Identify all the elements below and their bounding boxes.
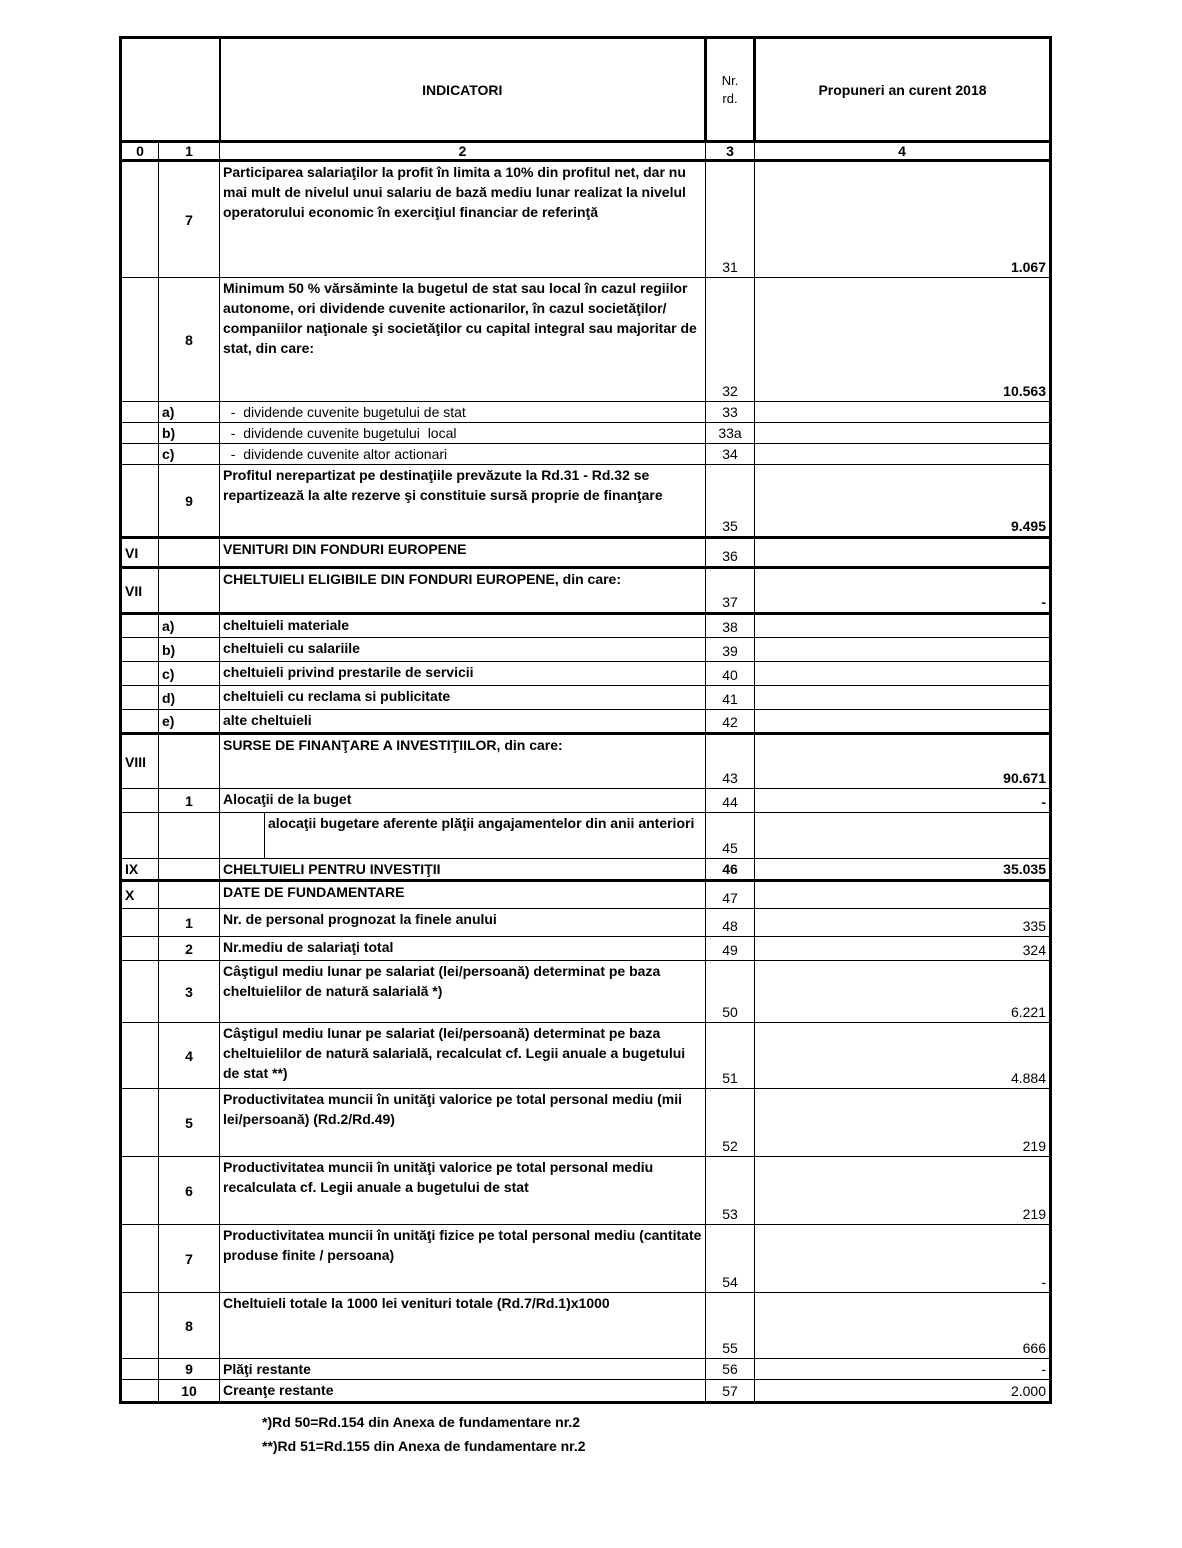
table-row <box>121 161 1051 278</box>
table-row <box>121 813 1051 859</box>
row-value: 9.495 <box>755 465 1051 538</box>
colnum-3: 3 <box>706 142 755 161</box>
row-indicator: Plăţi restante <box>220 1359 706 1380</box>
row-value: 219 <box>755 1157 1051 1225</box>
table-row <box>121 1157 1051 1225</box>
colnum-2: 2 <box>220 142 706 161</box>
table-row <box>121 444 1051 465</box>
row-indicator: cheltuieli materiale <box>220 614 706 638</box>
row-nr-rd: 53 <box>706 1157 755 1225</box>
footnotes <box>262 1410 586 1458</box>
row-chapter <box>121 909 159 937</box>
row-nr-rd: 38 <box>706 614 755 638</box>
row-chapter <box>121 813 159 859</box>
row-indicator: Profitul nerepartizat pe destinaţiile prevăzute la Rd.31 - Rd.32 se repartizează la alte rezerve şi constituie sursă proprie de finanţare <box>220 465 706 538</box>
row-nr-rd: 34 <box>706 444 755 465</box>
row-value: 335 <box>755 909 1051 937</box>
row-nr-rd: 51 <box>706 1023 755 1089</box>
row-indicator: Productivitatea muncii în unităţi fizice pe total personal mediu (cantitate produse finite / persoana) <box>220 1225 706 1293</box>
colnum-4: 4 <box>755 142 1051 161</box>
row-number: 10 <box>159 1380 220 1403</box>
row-number: a) <box>159 402 220 423</box>
row-nr-rd: 50 <box>706 961 755 1023</box>
header-nr: Nr. <box>721 72 739 88</box>
table-row <box>121 734 1051 789</box>
row-number: 3 <box>159 961 220 1023</box>
row-chapter <box>121 961 159 1023</box>
row-nr-rd: 32 <box>706 278 755 402</box>
row-nr-rd: 55 <box>706 1293 755 1359</box>
table-row <box>121 638 1051 662</box>
row-number: b) <box>159 423 220 444</box>
row-number: 7 <box>159 1225 220 1293</box>
row-chapter <box>121 686 159 710</box>
table-row <box>121 423 1051 444</box>
table-row <box>121 881 1051 909</box>
row-chapter <box>121 1023 159 1089</box>
row-nr-rd: 43 <box>706 734 755 789</box>
row-number: 5 <box>159 1089 220 1157</box>
table-row <box>121 614 1051 638</box>
row-number <box>159 568 220 614</box>
row-value <box>755 881 1051 909</box>
row-number: 1 <box>159 789 220 813</box>
row-nr-rd: 31 <box>706 161 755 278</box>
row-value: 90.671 <box>755 734 1051 789</box>
row-value: 666 <box>755 1293 1051 1359</box>
row-indicator: cheltuieli privind prestarile de servicii <box>220 662 706 686</box>
row-indicator: alocaţii bugetare aferente plăţii angajamentelor din anii anteriori <box>268 815 695 831</box>
row-value <box>755 662 1051 686</box>
header-indicatori: INDICATORI <box>220 38 706 142</box>
row-nr-rd: 33 <box>706 402 755 423</box>
row-nr-rd: 40 <box>706 662 755 686</box>
row-value: 35.035 <box>755 859 1051 881</box>
row-number: 8 <box>159 278 220 402</box>
row-number <box>159 734 220 789</box>
row-chapter <box>121 638 159 662</box>
row-indicator: Minimum 50 % vărsăminte la bugetul de stat sau local în cazul regiilor autonome, ori dividende cuvenite actionarilor, în cazul societăţilor/ companiilor naţionale şi societăţilor cu capital integral sau majoritar de stat, din care: <box>220 278 706 402</box>
row-chapter <box>121 1359 159 1380</box>
colnum-0: 0 <box>121 142 159 161</box>
table-row <box>121 961 1051 1023</box>
row-value <box>755 638 1051 662</box>
row-number: 2 <box>159 937 220 961</box>
row-number <box>159 859 220 881</box>
row-nr-rd: 44 <box>706 789 755 813</box>
row-value <box>755 813 1051 859</box>
table-row <box>121 1293 1051 1359</box>
row-value <box>755 402 1051 423</box>
row-nr-rd: 47 <box>706 881 755 909</box>
row-indicator: Nr.mediu de salariaţi total <box>220 937 706 961</box>
row-nr-rd: 35 <box>706 465 755 538</box>
table-row <box>121 937 1051 961</box>
row-nr-rd: 37 <box>706 568 755 614</box>
column-number-row <box>121 142 1051 161</box>
row-nr-rd: 56 <box>706 1359 755 1380</box>
budget-table-sheet <box>119 36 1049 1404</box>
table-row <box>121 1359 1051 1380</box>
row-indicator: - dividende cuvenite bugetului de stat <box>220 402 706 423</box>
table-row <box>121 1380 1051 1403</box>
row-value <box>755 710 1051 734</box>
row-chapter: X <box>121 881 159 909</box>
row-number: e) <box>159 710 220 734</box>
row-indicator: Productivitatea muncii în unităţi valorice pe total personal mediu recalculata cf. Legii anuale a bugetului de stat <box>220 1157 706 1225</box>
row-value: 6.221 <box>755 961 1051 1023</box>
row-chapter <box>121 662 159 686</box>
row-number: c) <box>159 444 220 465</box>
row-chapter: VIII <box>121 734 159 789</box>
row-chapter <box>121 465 159 538</box>
row-chapter <box>121 161 159 278</box>
row-chapter: VI <box>121 538 159 568</box>
row-chapter <box>121 614 159 638</box>
row-indicator: Creanţe restante <box>220 1380 706 1403</box>
row-indicator: Alocaţii de la buget <box>220 789 706 813</box>
row-indicator: CHELTUIELI PENTRU INVESTIŢII <box>220 859 706 881</box>
row-chapter: IX <box>121 859 159 881</box>
row-number <box>159 813 220 859</box>
table-row <box>121 465 1051 538</box>
row-value <box>755 538 1051 568</box>
row-chapter <box>121 789 159 813</box>
row-nr-rd: 57 <box>706 1380 755 1403</box>
colnum-1: 1 <box>159 142 220 161</box>
table-row <box>121 686 1051 710</box>
row-indicator: VENITURI DIN FONDURI EUROPENE <box>220 538 706 568</box>
header-rd: rd. <box>722 90 738 106</box>
row-nr-rd: 54 <box>706 1225 755 1293</box>
row-chapter <box>121 1380 159 1403</box>
row-value <box>755 444 1051 465</box>
row-number: 4 <box>159 1023 220 1089</box>
row-indicator: CHELTUIELI ELIGIBILE DIN FONDURI EUROPENE, din care: <box>220 568 706 614</box>
table-row <box>121 1225 1051 1293</box>
row-indicator: cheltuieli cu salariile <box>220 638 706 662</box>
row-value: - <box>755 789 1051 813</box>
row-value: 1.067 <box>755 161 1051 278</box>
table-row <box>121 662 1051 686</box>
row-indicator: Câştigul mediu lunar pe salariat (lei/persoană) determinat pe baza cheltuielilor de natură salarială, recalculat cf. Legii anuale a bugetului de stat **) <box>220 1023 706 1089</box>
row-value <box>755 686 1051 710</box>
row-value: 10.563 <box>755 278 1051 402</box>
row-number: 7 <box>159 161 220 278</box>
row-value <box>755 423 1051 444</box>
row-chapter <box>121 402 159 423</box>
row-number: 8 <box>159 1293 220 1359</box>
row-number: 9 <box>159 1359 220 1380</box>
header-blank <box>121 38 220 142</box>
row-value: 324 <box>755 937 1051 961</box>
row-value: - <box>755 568 1051 614</box>
row-nr-rd: 48 <box>706 909 755 937</box>
indent-spacer <box>220 813 265 858</box>
table-row <box>121 789 1051 813</box>
header-row <box>121 38 1051 142</box>
header-nr-rd <box>706 38 755 142</box>
table-row <box>121 278 1051 402</box>
row-number <box>159 538 220 568</box>
row-chapter <box>121 1089 159 1157</box>
row-nr-rd: 49 <box>706 937 755 961</box>
row-nr-rd: 45 <box>706 813 755 859</box>
row-chapter <box>121 1225 159 1293</box>
row-indicator: Cheltuieli totale la 1000 lei venituri totale (Rd.7/Rd.1)x1000 <box>220 1293 706 1359</box>
row-nr-rd: 41 <box>706 686 755 710</box>
row-nr-rd: 33a <box>706 423 755 444</box>
row-indicator: DATE DE FUNDAMENTARE <box>220 881 706 909</box>
row-indicator-cell <box>220 813 706 859</box>
row-value: 219 <box>755 1089 1051 1157</box>
row-number: b) <box>159 638 220 662</box>
table-row <box>121 402 1051 423</box>
row-chapter <box>121 1157 159 1225</box>
row-indicator: Productivitatea muncii în unităţi valorice pe total personal mediu (mii lei/persoană) (Rd.2/Rd.49) <box>220 1089 706 1157</box>
row-nr-rd: 46 <box>706 859 755 881</box>
table-row <box>121 1089 1051 1157</box>
row-indicator: SURSE DE FINANŢARE A INVESTIŢIILOR, din care: <box>220 734 706 789</box>
row-chapter <box>121 444 159 465</box>
row-indicator: cheltuieli cu reclama si publicitate <box>220 686 706 710</box>
footnote-1: *)Rd 50=Rd.154 din Anexa de fundamentare nr.2 <box>262 1414 581 1430</box>
header-propuneri: Propuneri an curent 2018 <box>755 38 1051 142</box>
row-nr-rd: 52 <box>706 1089 755 1157</box>
row-nr-rd: 42 <box>706 710 755 734</box>
row-indicator: Nr. de personal prognozat la finele anului <box>220 909 706 937</box>
row-indicator: Câştigul mediu lunar pe salariat (lei/persoană) determinat pe baza cheltuielilor de natură salarială *) <box>220 961 706 1023</box>
table-row <box>121 909 1051 937</box>
row-chapter <box>121 1293 159 1359</box>
row-indicator: - dividende cuvenite altor actionari <box>220 444 706 465</box>
table-row <box>121 1023 1051 1089</box>
row-chapter <box>121 710 159 734</box>
row-number: 6 <box>159 1157 220 1225</box>
table-row <box>121 568 1051 614</box>
row-value: - <box>755 1225 1051 1293</box>
row-number <box>159 881 220 909</box>
row-number: 9 <box>159 465 220 538</box>
row-number: a) <box>159 614 220 638</box>
footnote-2: **)Rd 51=Rd.155 din Anexa de fundamentare nr.2 <box>262 1438 586 1454</box>
table-row <box>121 538 1051 568</box>
row-indicator: alte cheltuieli <box>220 710 706 734</box>
table-body <box>121 161 1051 1403</box>
row-value: 2.000 <box>755 1380 1051 1403</box>
row-number: c) <box>159 662 220 686</box>
row-number: 1 <box>159 909 220 937</box>
row-chapter <box>121 278 159 402</box>
row-value: 4.884 <box>755 1023 1051 1089</box>
indicators-table <box>119 36 1052 1404</box>
row-number: d) <box>159 686 220 710</box>
row-value <box>755 614 1051 638</box>
table-row <box>121 710 1051 734</box>
row-chapter: VII <box>121 568 159 614</box>
row-nr-rd: 36 <box>706 538 755 568</box>
table-row <box>121 859 1051 881</box>
row-indicator: Participarea salariaţilor la profit în limita a 10% din profitul net, dar nu mai mult de nivelul unui salariu de bază mediu lunar realizat la nivelul operatorului economic în exerciţiul financiar de referinţă <box>220 161 706 278</box>
row-value: - <box>755 1359 1051 1380</box>
row-nr-rd: 39 <box>706 638 755 662</box>
row-chapter <box>121 423 159 444</box>
row-indicator: - dividende cuvenite bugetului local <box>220 423 706 444</box>
row-chapter <box>121 937 159 961</box>
